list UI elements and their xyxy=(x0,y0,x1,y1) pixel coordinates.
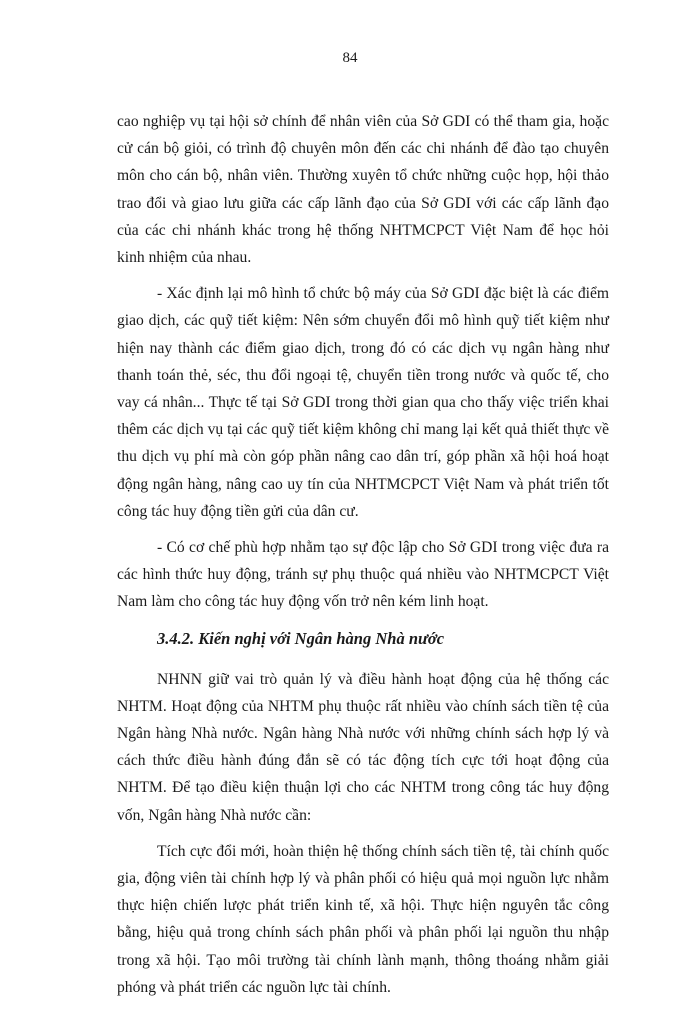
paragraph-nhnn-role: NHNN giữ vai trò quản lý và điều hành hoạt động của hệ thống các NHTM. Hoạt động của NHTM phụ thuộc rất nhiều vào chính sách tiền tệ của Ngân hàng Nhà nước. Ngân hàng Nhà nước với những chính sách hợp lý và cách thức điều hành đúng đắn sẽ có tác động tích cực tới hoạt động của NHTM. Để tạo điều kiện thuận lợi cho các NHTM trong công tác huy động vốn, Ngân hàng Nhà nước cần: xyxy=(117,670,609,824)
paragraph-monetary-policy: Tích cực đổi mới, hoàn thiện hệ thống chính sách tiền tệ, tài chính quốc gia, động viên tài chính hợp lý và phân phối có hiệu quả mọi nguồn lực nhằm thực hiện chiến lược phát triển kinh tế, xã hội. Thực hiện nguyên tắc công bằng, hiệu quả trong chính sách phân phối và phân phối lại nguồn thu nhập trong xã hội. Tạo môi trường tài chính lành mạnh, thông thoáng nhằm giải phóng và phát triển các nguồn lực tài chính. xyxy=(117,842,609,996)
section-heading: 3.4.2. Kiến nghị với Ngân hàng Nhà nước xyxy=(157,628,445,648)
page-number: 84 xyxy=(342,50,358,66)
paragraph-restructure: - Xác định lại mô hình tổ chức bộ máy của Sở GDI đặc biệt là các điểm giao dịch, các quỹ tiết kiệm: Nên sớm chuyển đổi mô hình quỹ tiết kiệm như hiện nay thành các điểm giao dịch, trong đó có các dịch vụ ngân hàng như thanh toán thẻ, séc, thu đổi ngoại tệ, chuyển tiền trong nước và quốc tế, cho vay cá nhân... Thực tế tại Sở GDI trong thời gian qua cho thấy việc triển khai thêm các dịch vụ tại các quỹ tiết kiệm không chỉ mang lại kết quả thiết thực về thu dịch vụ phí mà còn góp phần nâng cao dân trí, góp phần xã hội hoá hoạt động ngân hàng, nâng cao uy tín của NHTMCPCT Việt Nam và phát triển tốt công tác huy động tiền gửi của dân cư. xyxy=(117,285,609,520)
paragraph-mechanism: - Có cơ chế phù hợp nhằm tạo sự độc lập cho Sở GDI trong việc đưa ra các hình thức huy động, tránh sự phụ thuộc quá nhiều vào NHTMCPCT Việt Nam làm cho công tác huy động vốn trở nên kém linh hoạt. xyxy=(117,539,609,611)
paragraph-training: cao nghiệp vụ tại hội sở chính để nhân viên của Sở GDI có thể tham gia, hoặc cử cán bộ giỏi, có trình độ chuyên môn đến các chi nhánh để đào tạo chuyên môn cho cán bộ, nhân viên. Thường xuyên tổ chức những cuộc họp, hội thảo trao đổi và giao lưu giữa các cấp lãnh đạo của Sở GDI với các cấp lãnh đạo của các chi nhánh khác trong hệ thống NHTMCPCT Việt Nam để học hỏi kinh nhiệm của nhau. xyxy=(117,113,609,267)
document-body xyxy=(117,108,609,1010)
